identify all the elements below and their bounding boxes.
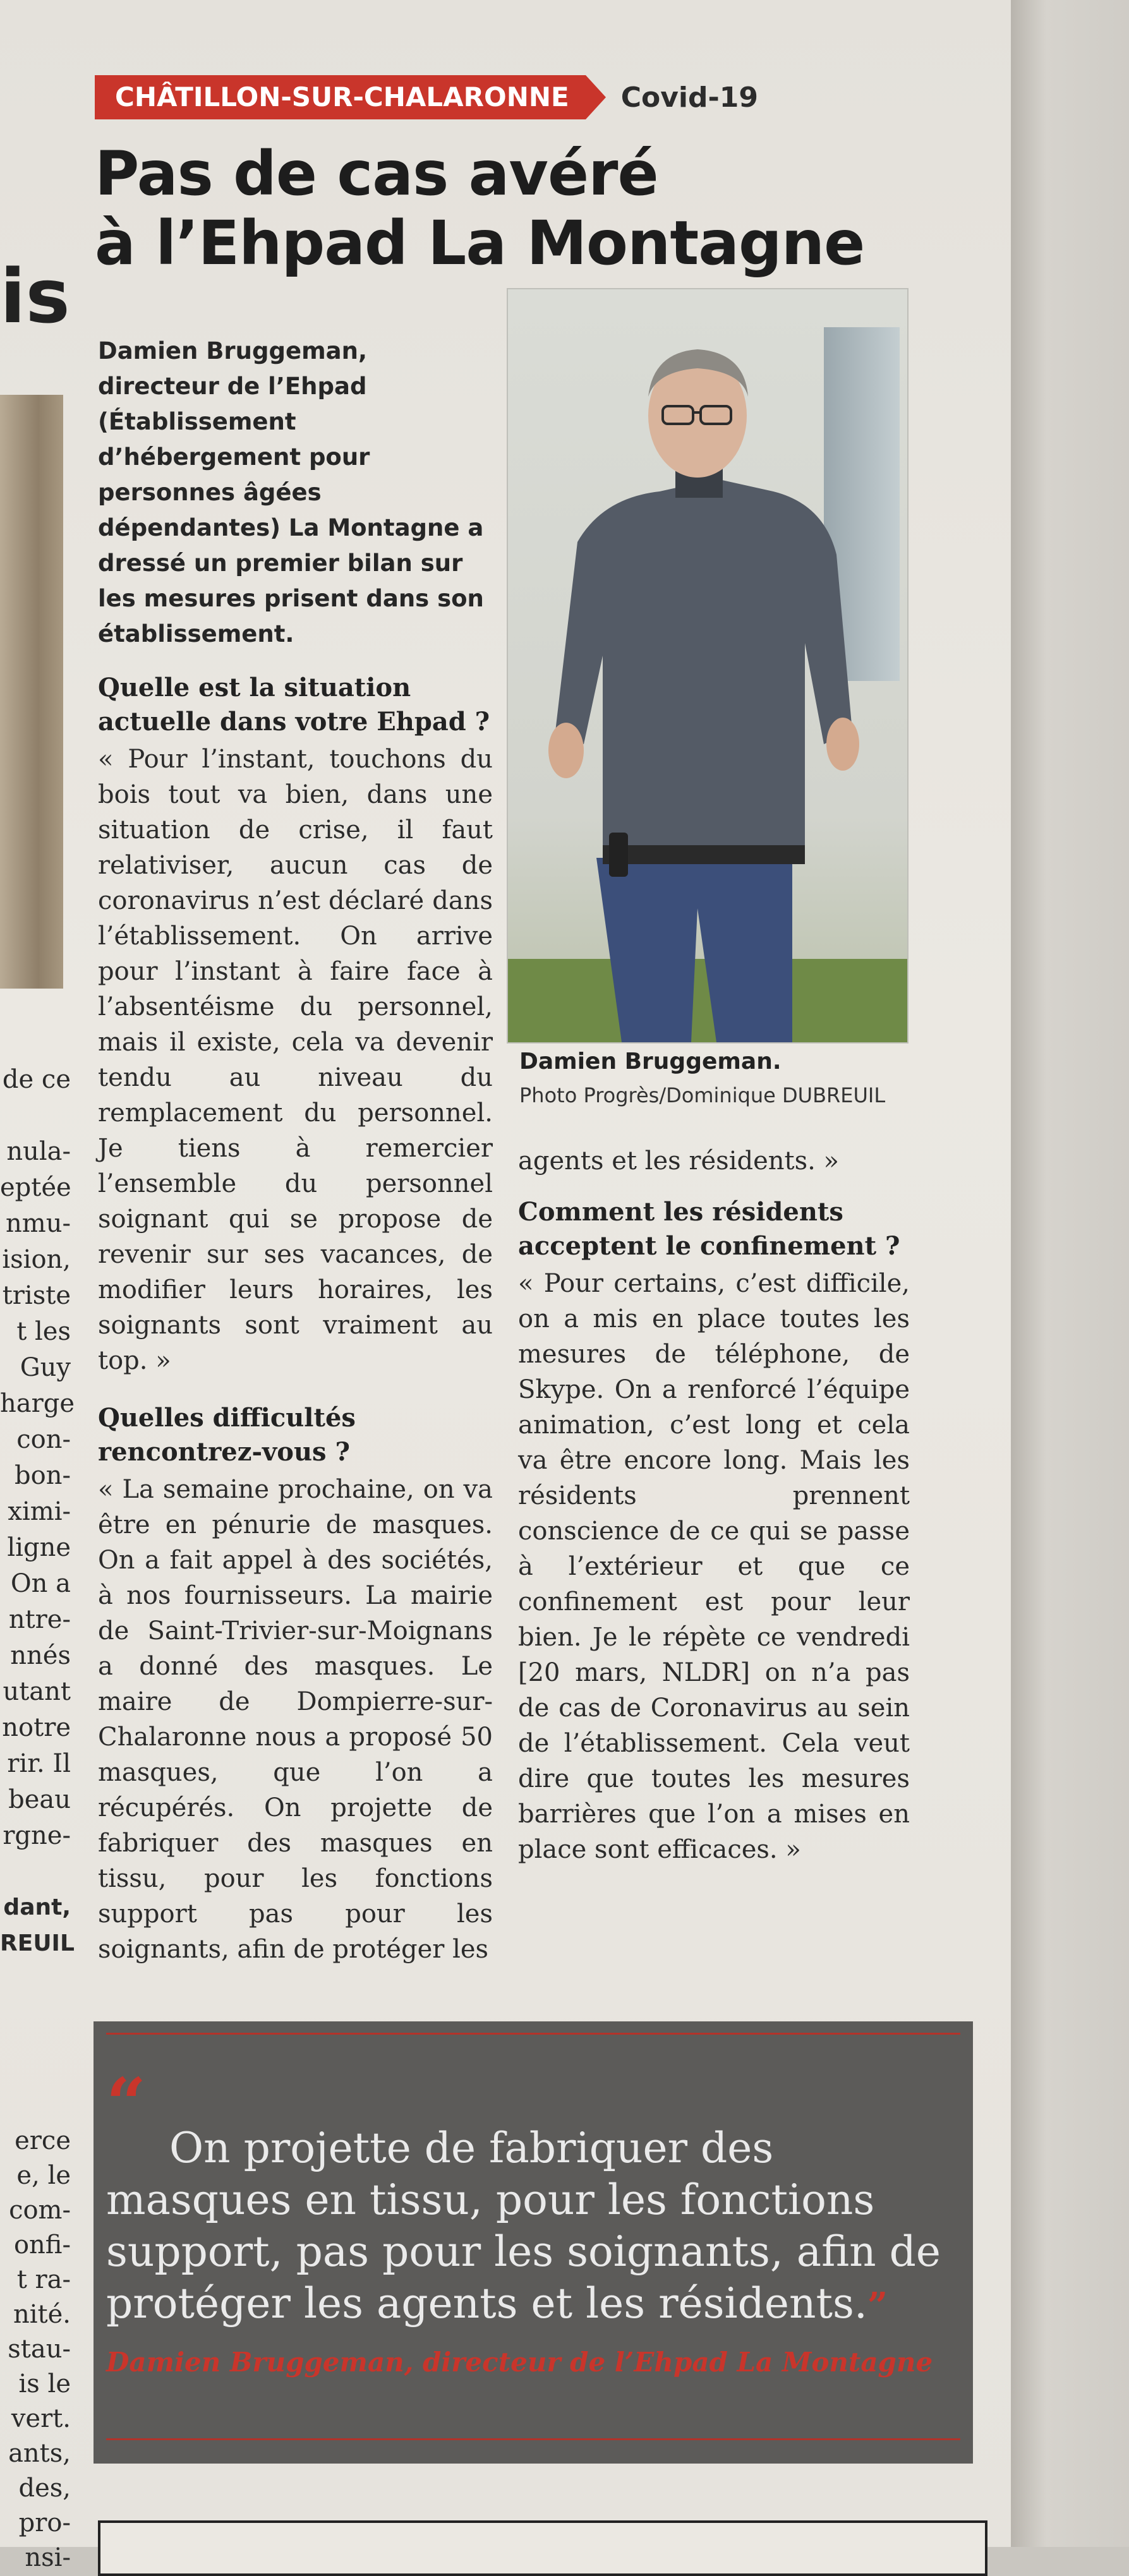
neighbour-line: e, le xyxy=(16,2161,71,2190)
neighbour-line: t ra- xyxy=(16,2265,71,2294)
neighbour-line: harge xyxy=(0,1389,75,1418)
neighbour-line xyxy=(0,1853,71,1889)
portrait-photo xyxy=(507,288,909,1044)
person-figure xyxy=(508,289,907,1042)
neighbour-line: nsi- xyxy=(25,2543,71,2572)
answer-1: « Pour l’instant, touchons du bois tout va bien, dans une situation de crise, il faut relativiser, aucun cas de coronavirus n’est déclaré dans l’établissement. On arrive pour l’instant à faire face à l’absentéisme du personnel, mais il existe, cela va devenir tendu au niveau du remplacement du personnel. Je tiens à remercier l’ensemble du personnel soignant qui se propose de revenir sur ses vacances, de modifier leurs horaires, les soignants sont vraiment au top. » xyxy=(98,745,493,1375)
page-edge xyxy=(1011,0,1129,2547)
location-tag: CHÂTILLON-SUR-CHALARONNE xyxy=(95,75,586,119)
neighbour-line: onfi- xyxy=(13,2230,71,2260)
neighbour-column xyxy=(0,0,76,2572)
neighbour-line: nmu- xyxy=(6,1209,71,1238)
quote-top-rule xyxy=(106,2033,960,2035)
neighbour-photo xyxy=(0,395,63,989)
pull-quote-text xyxy=(106,2122,953,2332)
headline-line-2: à l’Ehpad La Montagne xyxy=(95,208,865,279)
neighbour-line: erce xyxy=(15,2126,71,2155)
headline-line-1: Pas de cas avéré xyxy=(95,138,658,209)
close-quote-icon: ” xyxy=(867,2285,888,2326)
neighbour-line: pro- xyxy=(18,2508,71,2537)
neighbour-line: REUIL xyxy=(0,1930,75,1956)
neighbour-line: con- xyxy=(16,1425,71,1454)
answer-2-part-1: « La semaine prochaine, on va être en pénurie de masques. On a fait appel à des sociétés, à nos fournisseurs. La mairie de Saint-Trivier-sur-Moignans a donné des masques. Le maire de Dompierre-sur-Chalaronne nous a proposé 50 masques, que l’on a récupérés. On projette de fabriquer des masques en tissu, pour les fonctions support pas pour les soignants, afin de protéger les xyxy=(98,1475,493,1964)
neighbour-line: nnés xyxy=(10,1641,71,1670)
neighbour-line: ants, xyxy=(8,2439,71,2468)
open-quote-icon: “ xyxy=(106,2062,147,2144)
article-headline xyxy=(95,139,979,278)
answer-2-part-2: agents et les résidents. » xyxy=(518,1147,840,1176)
neighbour-headline-fragment: is xyxy=(0,253,70,340)
kicker xyxy=(95,71,758,124)
neighbour-line: utant xyxy=(3,1677,71,1706)
neighbour-line: rir. Il xyxy=(7,1749,71,1778)
neighbour-line: bon- xyxy=(15,1461,71,1490)
neighbour-line: rgne- xyxy=(3,1821,71,1850)
next-article-frame xyxy=(98,2520,987,2576)
article-lead: Damien Bruggeman, directeur de l’Ehpad (Établissement d’hébergement pour personnes âgées dépendantes) La Montagne a dressé un premier bilan sur les mesures prisent dans son établissement. xyxy=(98,337,484,647)
neighbour-line: nula- xyxy=(6,1137,71,1166)
neighbour-line: de ce xyxy=(2,1065,71,1094)
neighbour-line: eptée xyxy=(0,1173,71,1202)
neighbour-text-top xyxy=(0,1061,75,1961)
pull-quote-body: On projette de fabriquer des masques en tissu, pour les fonctions support, pas pour les soignants, afin de protéger les agents et les résidents. xyxy=(106,2124,941,2328)
photo-caption-name: Damien Bruggeman. xyxy=(519,1049,782,1074)
question-3: Comment les résidents acceptent le confinement ? xyxy=(518,1197,900,1261)
topic-label: Covid-19 xyxy=(620,81,758,114)
neighbour-line: ntre- xyxy=(8,1605,71,1634)
neighbour-line: Guy xyxy=(20,1353,71,1382)
quote-bottom-rule xyxy=(106,2438,960,2440)
neighbour-line: triste xyxy=(2,1281,71,1310)
neighbour-line xyxy=(0,1097,71,1133)
neighbour-line: ximi- xyxy=(8,1497,71,1526)
question-1: Quelle est la situation actuelle dans votre Ehpad ? xyxy=(98,673,490,737)
neighbour-text-bottom xyxy=(0,2122,71,2574)
pull-quote-attribution: Damien Bruggeman, directeur de l’Ehpad La Montagne xyxy=(106,2347,933,2378)
neighbour-line: is le xyxy=(18,2369,71,2398)
neighbour-line: notre xyxy=(2,1713,71,1742)
question-2: Quelles difficultés rencontrez-vous ? xyxy=(98,1403,356,1467)
neighbour-line: ision, xyxy=(2,1245,71,1274)
pull-quote-box xyxy=(94,2021,973,2464)
neighbour-line: t les xyxy=(16,1317,71,1346)
neighbour-line: On a xyxy=(10,1569,71,1598)
neighbour-line: beau xyxy=(8,1785,71,1814)
neighbour-line: nité. xyxy=(13,2300,71,2329)
neighbour-line: des, xyxy=(18,2474,71,2503)
neighbour-line: vert. xyxy=(11,2404,71,2433)
neighbour-line: ligne xyxy=(7,1533,71,1562)
answer-3: « Pour certains, c’est difficile, on a mis en place toutes les mesures de téléphone, de Skype. On a renforcé l’équipe animation, c’est long et cela va être encore long. Mais les résidents prennent conscience de ce qui se passe à l’extérieur et que ce confinement est pour leur bien. Je le répète ce vendredi [20 mars, NLDR] on n’a pas de cas de Coronavirus au sein de l’établissement. Cela veut dire que toutes les mesures barrières que l’on a mises en place sont efficaces. » xyxy=(518,1269,910,1864)
photo-credit: Photo Progrès/Dominique DUBREUIL xyxy=(519,1083,886,1107)
neighbour-line: stau- xyxy=(8,2335,71,2364)
article-column-1 xyxy=(98,334,493,1967)
article-column-2 xyxy=(518,1143,910,1867)
neighbour-line: com- xyxy=(9,2196,71,2225)
neighbour-line: dant, xyxy=(3,1894,71,1920)
